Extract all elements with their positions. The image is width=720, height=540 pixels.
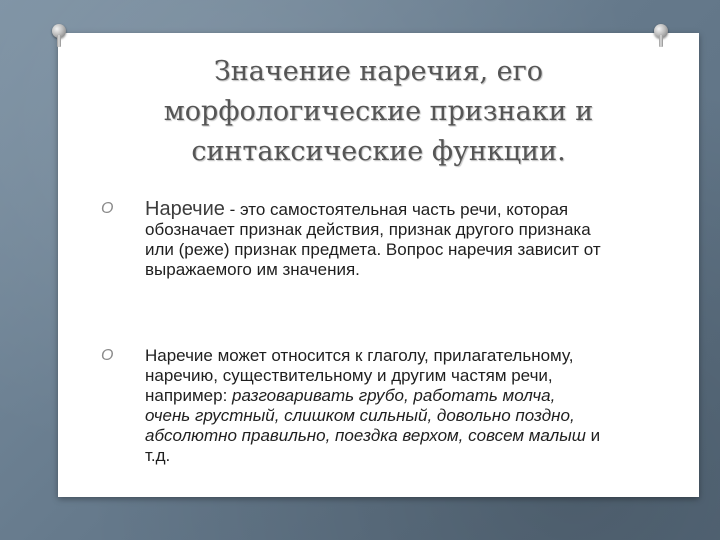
usage-examples: разговаривать грубо, работать молча, очень грустный, слишком сильный, довольно поздно, абсолютно правильно, поездка верхом, совсем малыш (145, 386, 586, 445)
bullet-marker-icon: O (101, 200, 114, 217)
slide-title (58, 52, 699, 172)
title-line-3: синтаксические функции. (191, 136, 566, 167)
usage-text (145, 346, 605, 466)
bullet-usage (101, 346, 601, 466)
bullet-marker-icon: O (101, 347, 114, 364)
usage-intro: Наречие может относится к глаголу, прилагательному, наречию, существительному и другим частям речи, например: (145, 346, 574, 405)
pushpin-icon-right (654, 24, 668, 48)
pushpin-icon-left (52, 24, 66, 48)
definition-text (145, 199, 605, 280)
title-line-2: морфологические признаки и (163, 96, 594, 127)
usage-end: и т.д. (145, 426, 601, 465)
bullet-definition (101, 198, 601, 280)
title-line-1: Значение наречия, его (213, 56, 544, 87)
definition-body: - это самостоятельная часть речи, которая обозначает признак действия, признак другого признака или (реже) признак предмета. Вопрос наречия зависит от выражаемого им значения. (145, 200, 601, 279)
term-narechie: Наречие (145, 198, 225, 220)
